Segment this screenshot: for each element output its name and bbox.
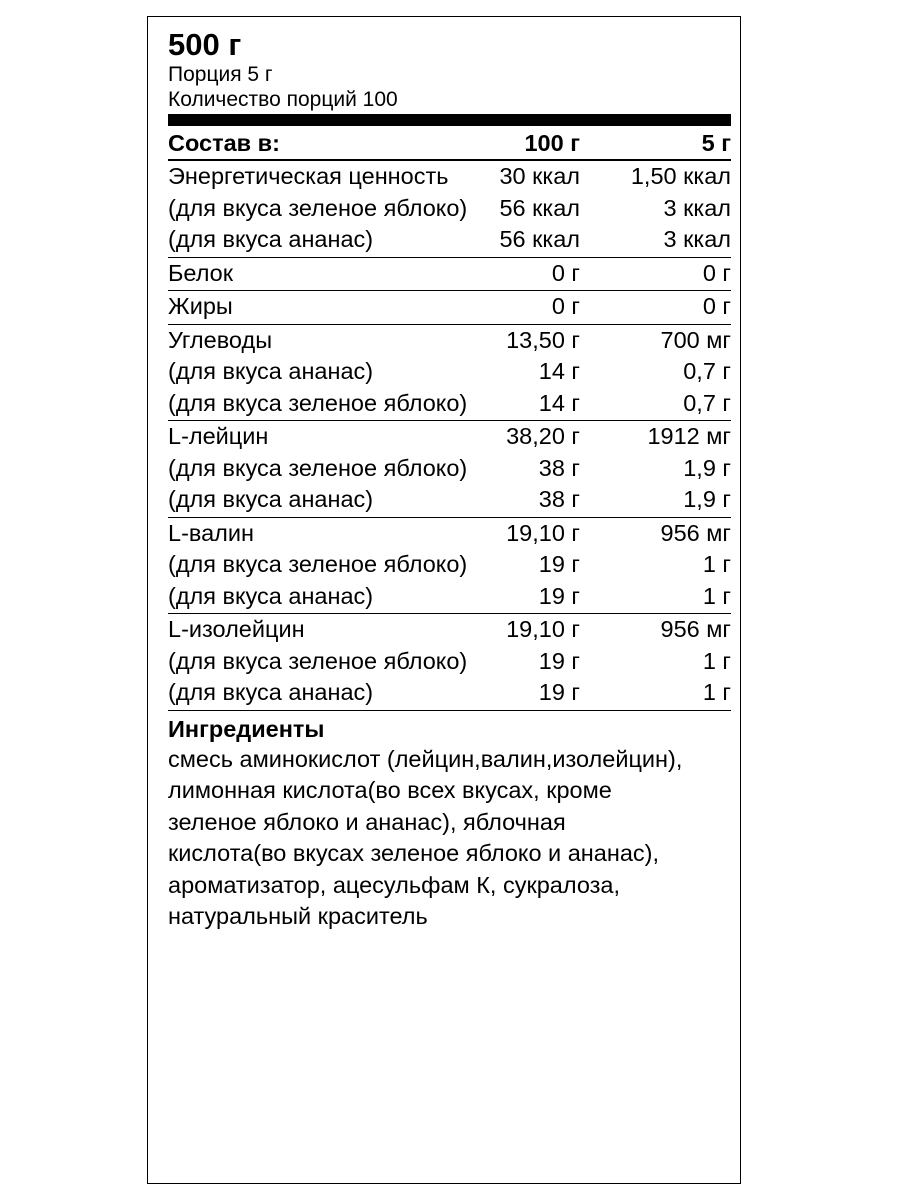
table-header bbox=[168, 128, 731, 161]
nutrient-name: L-изолейцин bbox=[168, 616, 305, 642]
value-per-100g: 19 г bbox=[538, 551, 580, 577]
label-content bbox=[168, 17, 731, 933]
nutrient-name: L-валин bbox=[168, 519, 255, 546]
table-row bbox=[168, 356, 731, 388]
header-col-100g: 100 г bbox=[524, 130, 580, 156]
value-per-serving: 1,9 г bbox=[683, 486, 731, 512]
value-per-serving: 1,9 г bbox=[683, 454, 731, 481]
value-per-100g: 0 г bbox=[551, 293, 580, 319]
nutrient-group bbox=[168, 614, 731, 711]
nutrient-group bbox=[168, 325, 731, 422]
table-row bbox=[168, 646, 731, 678]
value-per-100g: 56 ккал bbox=[499, 194, 580, 221]
value-per-serving: 1 г bbox=[702, 647, 731, 674]
table-row bbox=[168, 518, 731, 550]
nutrient-name: Углеводы bbox=[168, 326, 273, 353]
value-per-serving: 0 г bbox=[702, 259, 731, 286]
servings-count: Количество порций 100 bbox=[168, 88, 398, 111]
value-per-serving: 0,7 г bbox=[683, 358, 731, 384]
table-row bbox=[168, 161, 731, 193]
nutrient-name: (для вкуса зеленое яблоко) bbox=[168, 454, 468, 481]
nutrient-group bbox=[168, 421, 731, 518]
value-per-serving: 1912 мг bbox=[647, 423, 731, 449]
value-per-100g: 38,20 г bbox=[506, 423, 580, 449]
thick-divider bbox=[168, 114, 731, 126]
ingredients-text: смесь аминокислот (лейцин,валин,изолейцин), лимонная кислота(во всех вкусах, кроме зеленое яблоко и ананас), яблочная кислота(во вкусах зеленое яблоко и ананас), ароматизатор, ацесульфам К, сукралоза, натуральный краситель bbox=[168, 745, 683, 929]
value-per-serving: 700 мг bbox=[660, 326, 731, 353]
nutrient-name: (для вкуса зеленое яблоко) bbox=[168, 389, 468, 416]
table-row bbox=[168, 291, 731, 323]
header-label: Состав в: bbox=[168, 130, 280, 156]
nutrient-group bbox=[168, 291, 731, 325]
serving-size: Порция 5 г bbox=[168, 63, 273, 86]
value-per-serving: 3 ккал bbox=[663, 226, 731, 252]
value-per-100g: 56 ккал bbox=[499, 226, 580, 252]
table-row bbox=[168, 258, 731, 290]
value-per-serving: 1 г bbox=[702, 582, 731, 609]
table-row bbox=[168, 614, 731, 646]
table-row bbox=[168, 484, 731, 516]
nutrient-name: (для вкуса зеленое яблоко) bbox=[168, 647, 468, 674]
table-row bbox=[168, 549, 731, 581]
value-per-serving: 1,50 ккал bbox=[630, 163, 731, 189]
value-per-serving: 1 г bbox=[702, 551, 731, 577]
table-row bbox=[168, 421, 731, 453]
nutrient-name: (для вкуса ананас) bbox=[168, 679, 374, 705]
table-row bbox=[168, 193, 731, 225]
nutrient-name: (для вкуса ананас) bbox=[168, 358, 374, 384]
nutrient-group bbox=[168, 518, 731, 615]
header-col-5g: 5 г bbox=[701, 130, 731, 156]
nutrient-name: (для вкуса зеленое яблоко) bbox=[168, 551, 468, 577]
table-row bbox=[168, 224, 731, 256]
nutrient-group bbox=[168, 161, 731, 258]
table-row bbox=[168, 325, 731, 357]
table-row bbox=[168, 453, 731, 485]
value-per-100g: 19,10 г bbox=[506, 519, 580, 546]
table-row bbox=[168, 677, 731, 709]
value-per-100g: 19,10 г bbox=[506, 616, 580, 642]
ingredients-title: Ингредиенты bbox=[168, 715, 325, 742]
value-per-serving: 0,7 г bbox=[683, 389, 731, 416]
value-per-serving: 956 мг bbox=[660, 519, 731, 546]
nutrition-label bbox=[147, 16, 741, 1184]
nutrient-name: (для вкуса ананас) bbox=[168, 582, 374, 609]
nutrient-group bbox=[168, 258, 731, 292]
value-per-serving: 0 г bbox=[702, 293, 731, 319]
nutrient-name: Белок bbox=[168, 259, 234, 286]
value-per-100g: 14 г bbox=[538, 358, 580, 384]
table-row bbox=[168, 581, 731, 613]
nutrient-name: (для вкуса зеленое яблоко) bbox=[168, 194, 468, 221]
package-weight: 500 г bbox=[168, 27, 242, 62]
value-per-100g: 30 ккал bbox=[499, 163, 580, 189]
nutrient-name: (для вкуса ананас) bbox=[168, 226, 374, 252]
value-per-100g: 19 г bbox=[538, 582, 580, 609]
value-per-100g: 38 г bbox=[538, 486, 580, 512]
nutrient-table bbox=[168, 161, 731, 711]
nutrient-name: L-лейцин bbox=[168, 423, 269, 449]
value-per-100g: 19 г bbox=[538, 679, 580, 705]
value-per-100g: 38 г bbox=[538, 454, 580, 481]
value-per-100g: 0 г bbox=[551, 259, 580, 286]
table-row bbox=[168, 388, 731, 420]
value-per-serving: 1 г bbox=[702, 679, 731, 705]
nutrient-name: (для вкуса ананас) bbox=[168, 486, 374, 512]
value-per-100g: 19 г bbox=[538, 647, 580, 674]
value-per-serving: 956 мг bbox=[660, 616, 731, 642]
value-per-100g: 14 г bbox=[538, 389, 580, 416]
value-per-100g: 13,50 г bbox=[506, 326, 580, 353]
nutrient-name: Жиры bbox=[168, 293, 233, 319]
nutrient-name: Энергетическая ценность bbox=[168, 163, 449, 189]
value-per-serving: 3 ккал bbox=[663, 194, 731, 221]
